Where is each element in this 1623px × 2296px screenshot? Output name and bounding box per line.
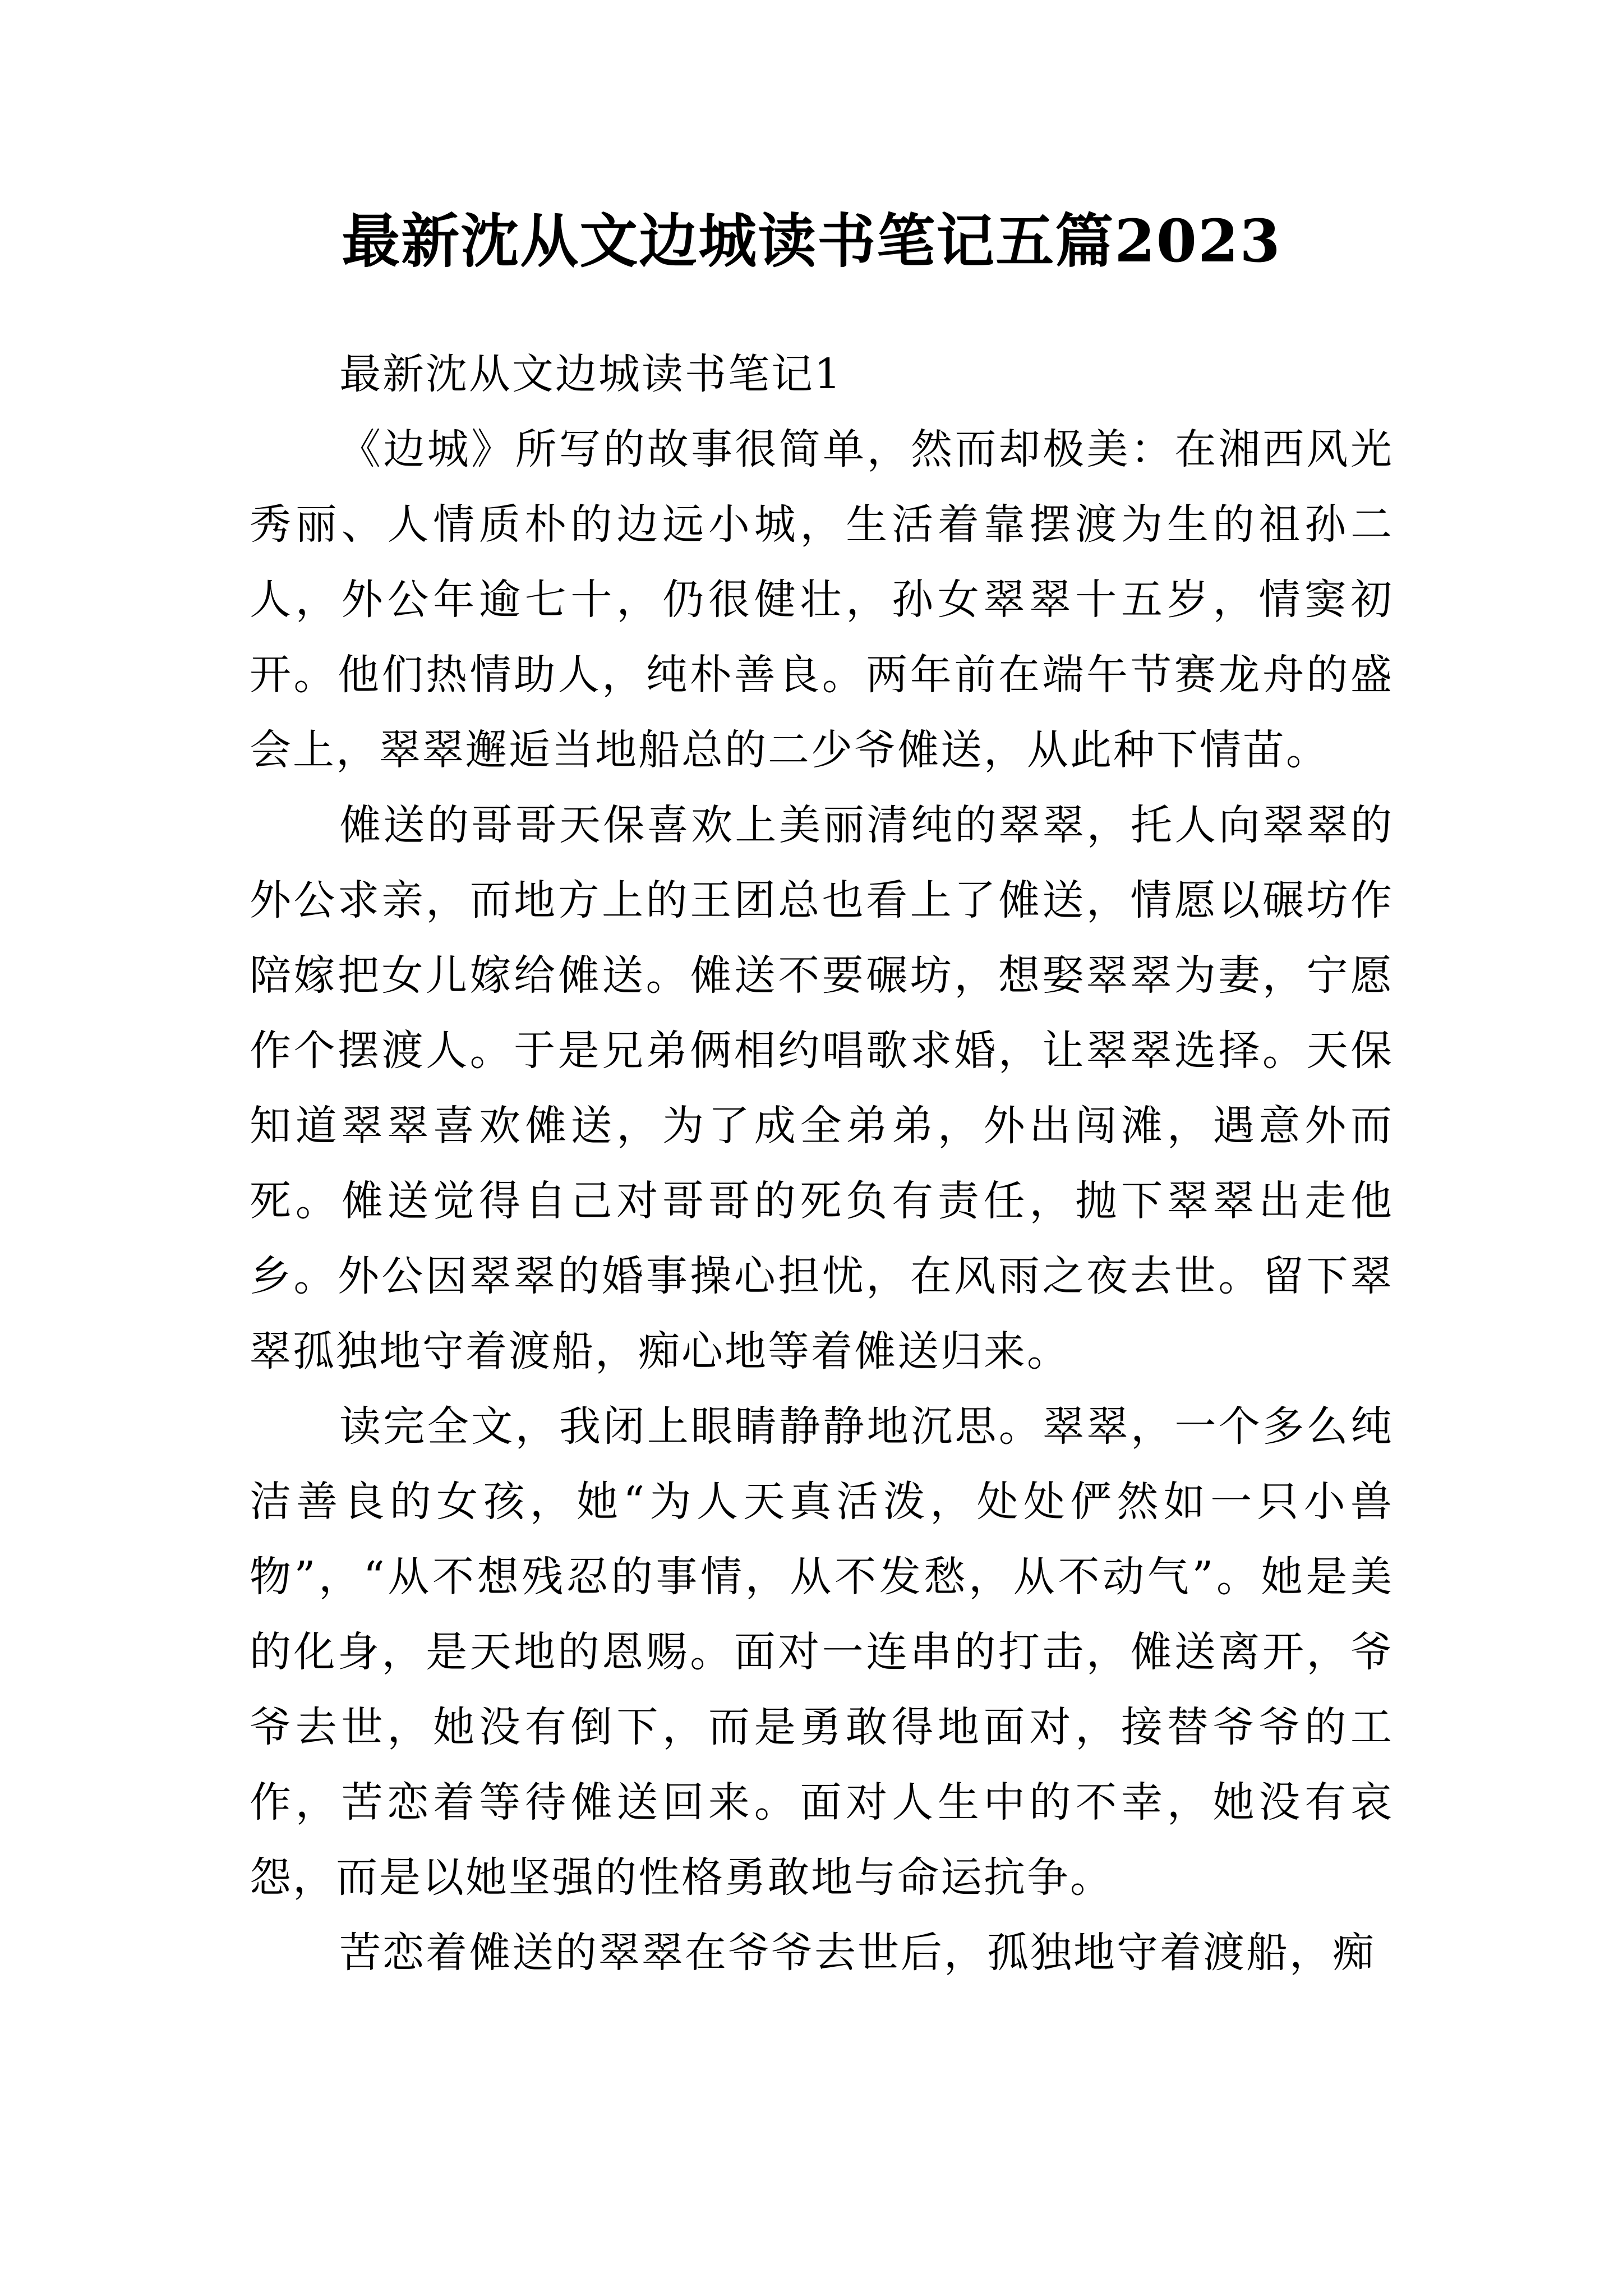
paragraph-1: 《边城》所写的故事很简单，然而却极美：在湘西风光秀丽、人情质朴的边远小城，生活着靠摆渡为生的祖孙二人，外公年逾七十，仍很健壮，孙女翠翠十五岁，情窦初开。他们热情助人，纯朴善良。两年前在端午节赛龙舟的盛会上，翠翠邂逅当地船总的二少爷傩送，从此种下情苗。 xyxy=(250,425,1394,774)
paragraph-2: 傩送的哥哥天保喜欢上美丽清纯的翠翠，托人向翠翠的外公求亲，而地方上的王团总也看上了傩送，情愿以碾坊作陪嫁把女儿嫁给傩送。傩送不要碾坊，想娶翠翠为妻，宁愿作个摆渡人。于是兄弟俩相约唱歌求婚，让翠翠选择。天保知道翠翠喜欢傩送，为了成全弟弟，外出闯滩，遇意外而死。傩送觉得自己对哥哥的死负有责任，抛下翠翠出走他乡。外公因翠翠的婚事操心担忧，在风雨之夜去世。留下翠翠孤独地守着渡船，痴心地等着傩送归来。 xyxy=(250,801,1394,1375)
section-heading: 最新沈从文边城读书笔记1 xyxy=(339,350,843,398)
document-body xyxy=(250,337,1394,1990)
paragraph-3: 读完全文，我闭上眼睛静静地沉思。翠翠，一个多么纯洁善良的女孩，她“为人天真活泼，处处俨然如一只小兽物”，“从不想残忍的事情，从不发愁，从不动气”。她是美的化身，是天地的恩赐。面对一连串的打击，傩送离开，爷爷去世，她没有倒下，而是勇敢得地面对，接替爷爷的工作，苦恋着等待傩送回来。面对人生中的不幸，她没有哀怨，而是以她坚强的性格勇敢地与命运抗争。 xyxy=(250,1402,1394,1902)
document-title: 最新沈从文边城读书笔记五篇2023 xyxy=(342,206,1281,275)
paragraph-4: 苦恋着傩送的翠翠在爷爷去世后，孤独地守着渡船，痴 xyxy=(339,1929,1376,1977)
